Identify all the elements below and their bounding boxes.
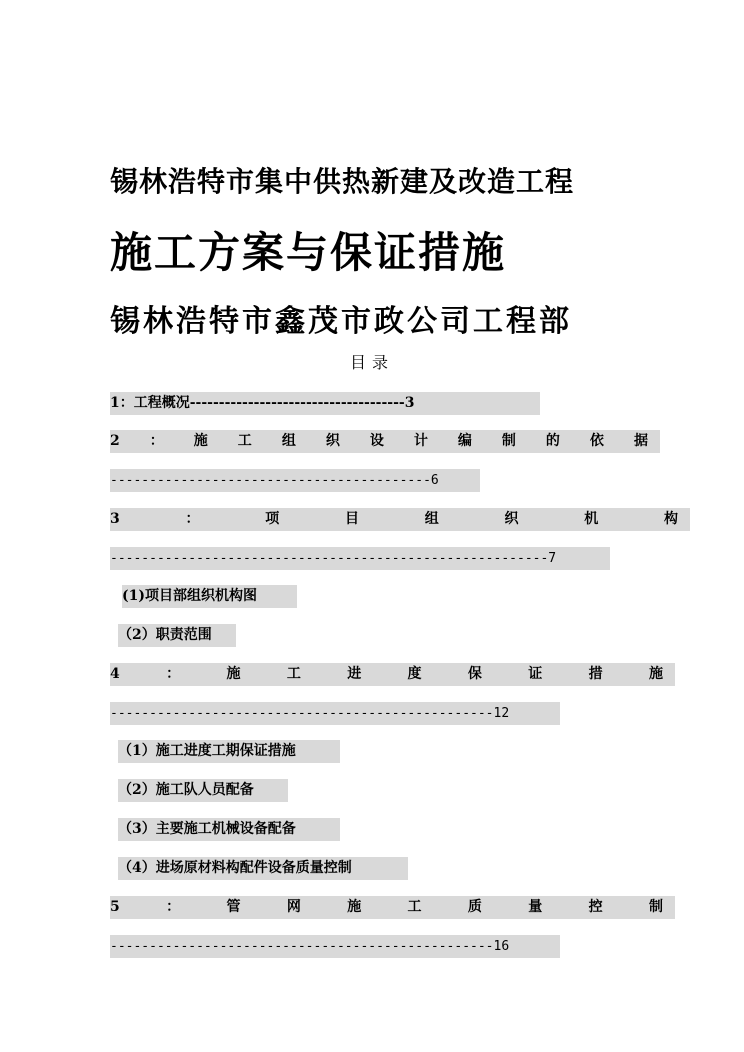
toc-sub-entry[interactable]: （1）施工进度工期保证措施 xyxy=(118,740,340,763)
toc-entry-5[interactable] xyxy=(110,896,675,919)
document-title: 锡林浩特市集中供热新建及改造工程 xyxy=(110,165,575,198)
toc-char: 机 xyxy=(584,511,599,527)
toc-entry-2-leader: -----------------------------------------6 xyxy=(110,469,480,492)
toc-char: 施 xyxy=(648,666,663,682)
toc-entry-3-leader: --------------------------------------------------------7 xyxy=(110,547,610,570)
toc-heading: 目录 xyxy=(349,353,394,372)
toc-char: 织 xyxy=(325,433,340,449)
toc-char: 证 xyxy=(528,666,543,682)
toc-char: 制 xyxy=(501,433,516,449)
toc-char: 量 xyxy=(528,899,543,915)
toc-sub-entry[interactable]: (1)项目部组织机构图 xyxy=(122,585,297,608)
toc-char: 制 xyxy=(648,899,663,915)
toc-char: ： xyxy=(166,666,181,682)
toc-char: 5 xyxy=(110,899,120,915)
toc-sub-entry[interactable]: （4）进场原材料构配件设备质量控制 xyxy=(118,857,408,880)
toc-char: 据 xyxy=(633,433,648,449)
toc-char: 4 xyxy=(110,666,120,682)
toc-char: 项 xyxy=(265,511,280,527)
toc-char: 组 xyxy=(424,511,439,527)
toc-char: 依 xyxy=(589,433,604,449)
toc-char: 目 xyxy=(345,511,359,527)
toc-char: 工 xyxy=(237,433,252,449)
toc-char: 计 xyxy=(413,433,428,449)
toc-char: 工 xyxy=(286,666,301,682)
toc-char: ： xyxy=(185,511,200,527)
toc-char: 措 xyxy=(588,666,603,682)
toc-char: 工 xyxy=(407,899,422,915)
toc-char: 度 xyxy=(407,666,422,682)
toc-char: ： xyxy=(166,899,181,915)
toc-sub-entry[interactable]: （3）主要施工机械设备配备 xyxy=(118,818,340,841)
document-main-title: 施工方案与保证措施 xyxy=(110,228,507,277)
toc-char: 施 xyxy=(193,433,208,449)
toc-char: 网 xyxy=(286,899,301,915)
toc-entry-5-leader: -------------------------------------------------16 xyxy=(110,935,560,958)
toc-entry-4[interactable] xyxy=(110,663,675,686)
toc-char: 织 xyxy=(504,511,519,527)
toc-char: 构 xyxy=(664,511,678,527)
toc-char: 施 xyxy=(226,666,241,682)
toc-char: 编 xyxy=(457,433,472,449)
toc-char: 施 xyxy=(347,899,362,915)
toc-char: ： xyxy=(149,433,164,449)
toc-char: 管 xyxy=(226,899,241,915)
toc-char: 的 xyxy=(545,433,560,449)
toc-entry-1[interactable]: 1：工程概况-------------------------------------3 xyxy=(110,392,540,415)
document-company: 锡林浩特市鑫茂市政公司工程部 xyxy=(110,304,572,339)
toc-entry-4-leader: -------------------------------------------------12 xyxy=(110,702,560,725)
toc-entry-2[interactable] xyxy=(110,430,660,453)
toc-sub-entry[interactable]: （2）施工队人员配备 xyxy=(118,779,288,802)
toc-char: 保 xyxy=(467,666,482,682)
toc-char: 3 xyxy=(110,511,120,527)
toc-sub-entry[interactable]: （2）职责范围 xyxy=(118,624,236,647)
toc-char: 进 xyxy=(347,666,362,682)
toc-entry-3[interactable] xyxy=(110,508,690,531)
toc-char: 设 xyxy=(369,433,384,449)
toc-char: 2 xyxy=(110,433,120,449)
toc-char: 控 xyxy=(588,899,603,915)
toc-char: 质 xyxy=(467,899,482,915)
toc-char: 组 xyxy=(281,433,296,449)
